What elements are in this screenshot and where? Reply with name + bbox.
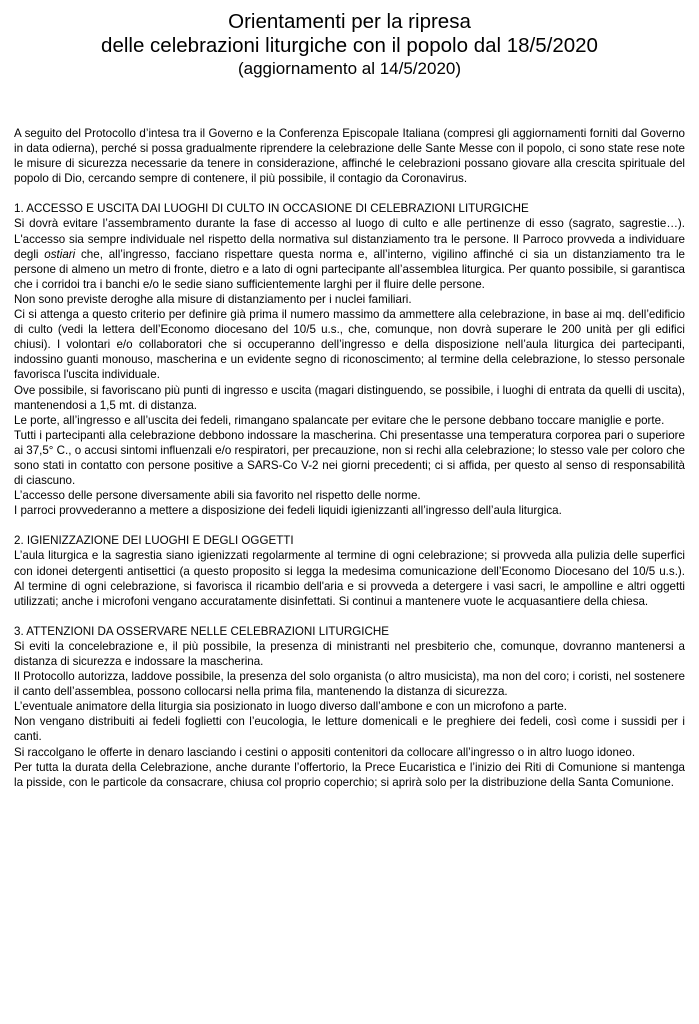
section-3-heading: 3. ATTENZIONI DA OSSERVARE NELLE CELEBRAZIONI LITURGICHE bbox=[14, 624, 389, 638]
section-1-paragraph-2: Non sono previste deroghe alla misure di distanziamento per i nuclei familiari. bbox=[14, 292, 412, 306]
section-2-heading: 2. IGIENIZZAZIONE DEI LUOGHI E DEGLI OGGETTI bbox=[14, 534, 294, 548]
section-3-paragraph-2: Il Protocollo autorizza, laddove possibile, la presenza del solo organista (o altro musicista), ma non del coro; i coristi, nel sostenere il canto dell’assemblea, possono collocarsi nella prima fila, mantenendo la distanza di sicurezza. bbox=[14, 670, 685, 699]
section-1-paragraph-1: Si dovrà evitare l’assembramento durante la fase di accesso al luogo di culto e alle pertinenze di esso (sagrato, sagrestie…). L'accesso sia sempre individuale nel rispetto della normativa sul distanziamento tra le persone. Il Parroco provveda a individuare degli ostiari che, all’ingresso, facciano rispettare questa norma e, all’interno, vigilino affinché ci sia un distanziamento tra le persone di almeno un metro di fronte, dietro e a lato di ogni partecipante all’assemblea liturgica. Per quanto possibile, si garantisca che i corridoi tra i banchi e/o le sedie siano sufficientemente larghi per il fluire delle persone. bbox=[14, 217, 685, 291]
section-3-paragraph-4: Non vengano distribuiti ai fedeli foglietti con l’eucologia, le letture domenicali e le preghiere dei fedeli, così come i sussidi per i canti. bbox=[14, 715, 685, 744]
section-1-paragraph-6: Tutti i partecipanti alla celebrazione debbono indossare la mascherina. Chi presentasse una temperatura corporea pari o superiore ai 37,5° C., o accusi sintomi influenzali e/o respiratori, per precauzione, non si rechi alla celebrazione; lo stesso vale per coloro che sono stati in contatto con persone positive a SARS-Co V-2 nei giorni precedenti; ci si affida, per questo al senso di responsabilità di ciascuno. bbox=[14, 428, 685, 488]
section-1-paragraph-8: I parroci provvederanno a mettere a disposizione dei fedeli liquidi igienizzanti all’ingresso dell’aula liturgica. bbox=[14, 504, 562, 518]
document-title bbox=[0, 10, 699, 80]
section-1-paragraph-3: Ci si attenga a questo criterio per definire già prima il numero massimo da ammettere alla celebrazione, in base ai mq. dell’edificio di culto (vedi la lettera dell’Economo diocesano del 10/5 u.s., che, comunque, non dovrà superare le 200 unità per gli edifici chiusi). I volontari e/o collaboratori che si occuperanno dell’ingresso e della disposizione nell’aula liturgica dei partecipanti, indossino guanti monouso, mascherina e un evidente segno di riconoscimento; al termine della celebrazione, lo stesso personale favorisca l'uscita individuale. bbox=[14, 308, 685, 382]
section-3-paragraph-5: Si raccolgano le offerte in denaro lasciando i cestini o appositi contenitori da collocare all’ingresso o in altro luogo idoneo. bbox=[14, 745, 636, 759]
title-line-2: delle celebrazioni liturgiche con il popolo dal 18/5/2020 bbox=[101, 34, 598, 57]
intro-paragraph: A seguito del Protocollo d’intesa tra il Governo e la Conferenza Episcopale Italiana (compresi gli aggiornamenti forniti dal Governo in data odierna), perché si possa gradualmente riprendere la celebrazione delle Sante Messe con il popolo, ci sono state rese note le misure di sicurezza necessarie da tenere in considerazione, affinché le celebrazioni possano giovare alla crescita spirituale del popolo di Dio, cercando sempre di contenere, il più possibile, il contagio da Coronavirus. bbox=[14, 127, 685, 186]
document-body bbox=[14, 126, 685, 790]
section-1-paragraph-7: L’accesso delle persone diversamente abili sia favorito nel rispetto delle norme. bbox=[14, 489, 421, 503]
title-line-1: Orientamenti per la ripresa bbox=[228, 10, 471, 33]
section-3-paragraph-1: Si eviti la concelebrazione e, il più possibile, la presenza di ministranti nel presbiterio che, comunque, dovranno mantenersi a distanza di sicurezza e indossare la mascherina. bbox=[14, 639, 685, 668]
section-1-heading: 1. ACCESSO E USCITA DAI LUOGHI DI CULTO IN OCCASIONE DI CELEBRAZIONI LITURGICHE bbox=[14, 202, 529, 216]
section-2-paragraph-1: L’aula liturgica e la sagrestia siano igienizzati regolarmente al termine di ogni celebrazione; si provveda alla pulizia delle superfici con idonei detergenti antisettici (a questo proposito si legga la medesima comunicazione dell’Economo Diocesano del 10/5 u.s.). Al termine di ogni celebrazione, si favorisca il ricambio dell'aria e si provveda a detergere i vasi sacri, le ampolline e altri oggetti utilizzati; anche i microfoni vengano accuratamente disinfettati. Si continui a mantenere vuote le acquasantiere della chiesa. bbox=[14, 549, 685, 608]
ostiari-term: ostiari bbox=[44, 247, 76, 261]
section-1-paragraph-5: Le porte, all’ingresso e all’uscita dei fedeli, rimangano spalancate per evitare che le persone debbano toccare maniglie e porte. bbox=[14, 413, 665, 427]
title-update-date: (aggiornamento al 14/5/2020) bbox=[237, 59, 462, 78]
section-3-paragraph-6: Per tutta la durata della Celebrazione, anche durante l’offertorio, la Prece Eucaristica e l’inizio dei Riti di Comunione si mantenga la pisside, con le particole da consacrare, chiusa col proprio coperchio; si aprirà solo per la distribuzione della Santa Comunione. bbox=[14, 760, 685, 789]
section-3-paragraph-3: L’eventuale animatore della liturgia sia posizionato in luogo diverso dall’ambone e con un microfono a parte. bbox=[14, 700, 567, 714]
section-1-paragraph-4: Ove possibile, si favoriscano più punti di ingresso e uscita (magari distinguendo, se possibile, i luoghi di entrata da quelli di uscita), mantenendosi a 1,5 mt. di distanza. bbox=[14, 383, 685, 412]
